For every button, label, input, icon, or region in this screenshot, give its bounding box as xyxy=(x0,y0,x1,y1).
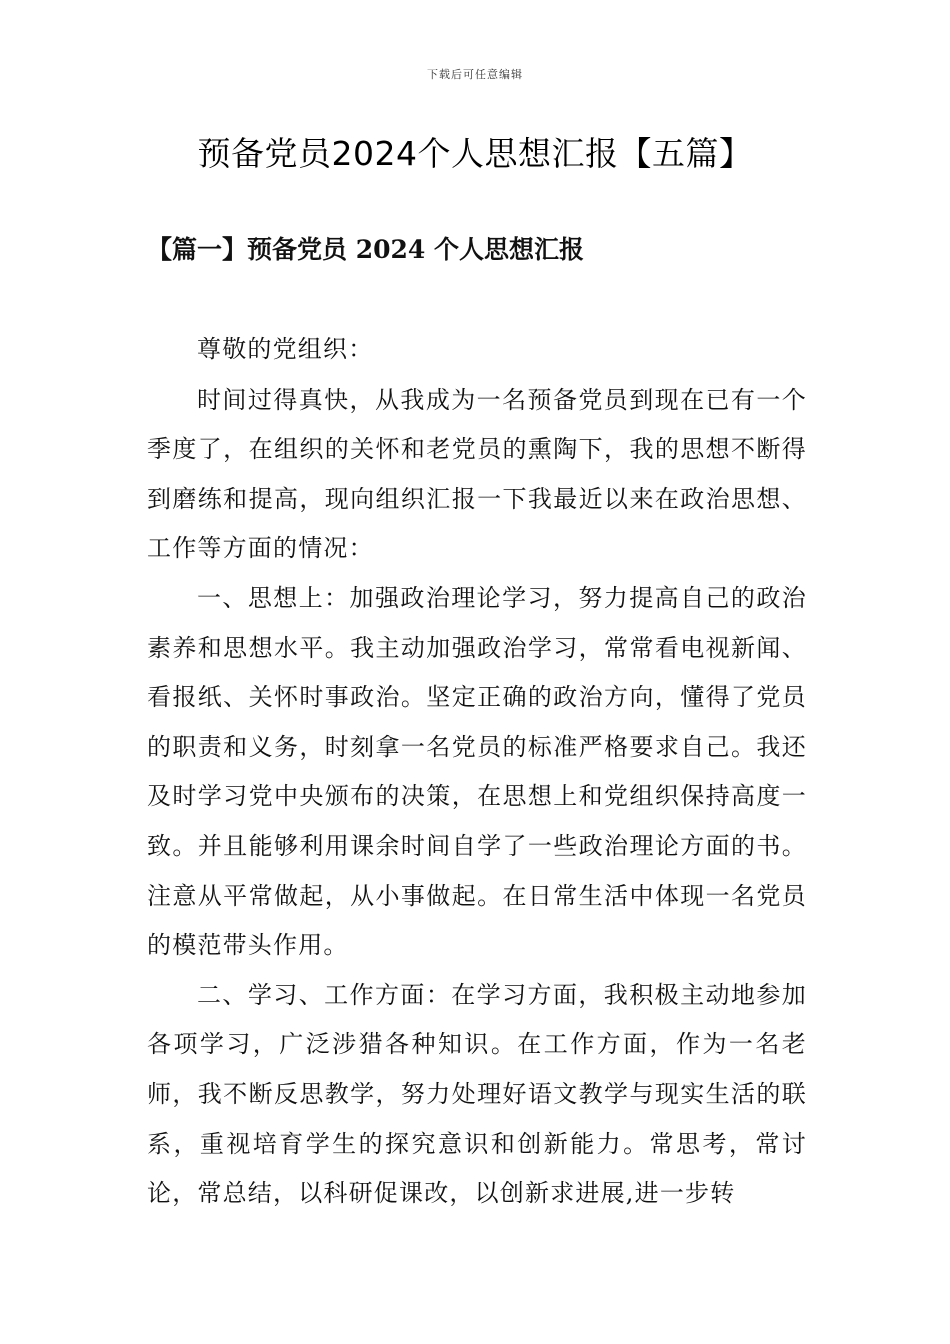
paragraph-ideology: 一、思想上：加强政治理论学习，努力提高自己的政治素养和思想水平。我主动加强政治学习，常常看电视新闻、看报纸、关怀时事政治。坚定正确的政治方向，懂得了党员的职责和义务，时刻拿一名党员的标准严格要求自己。我还及时学习党中央颁布的决策，在思想上和党组织保持高度一致。并且能够利用课余时间自学了一些政治理论方面的书。注意从平常做起，从小事做起。在日常生活中体现一名党员的模范带头作用。 xyxy=(147,583,807,960)
document-body xyxy=(147,325,807,1219)
section-heading: 【篇一】预备党员 2024 个人思想汇报 xyxy=(147,235,584,264)
header-note: 下载后可任意编辑 xyxy=(427,68,523,81)
paragraph-intro: 时间过得真快，从我成为一名预备党员到现在已有一个季度了，在组织的关怀和老党员的熏陶下，我的思想不断得到磨练和提高，现向组织汇报一下我最近以来在政治思想、工作等方面的情况： xyxy=(147,385,807,563)
salutation: 尊敬的党组织： xyxy=(197,335,374,363)
document-title: 预备党员2024个人思想汇报【五篇】 xyxy=(197,134,753,173)
paragraph-study-work: 二、学习、工作方面：在学习方面，我积极主动地参加各项学习，广泛涉猎各种知识。在工作方面，作为一名老师，我不断反思教学，努力处理好语文教学与现实生活的联系，重视培育学生的探究意识和创新能力。常思考，常讨论，常总结，以科研促课改，以创新求进展,进一步转 xyxy=(147,980,807,1208)
